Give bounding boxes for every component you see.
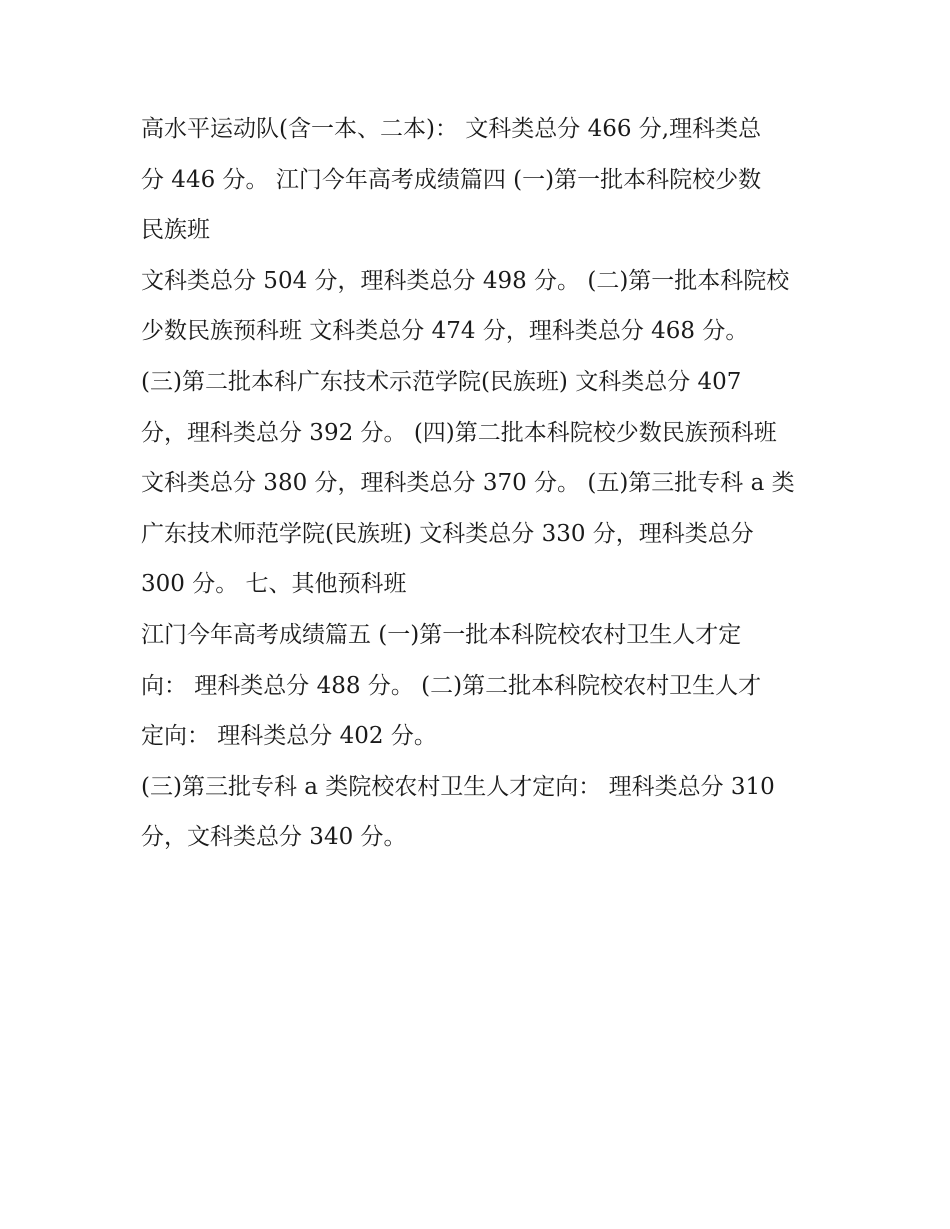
text-line: 分 446 分。 江门今年高考成绩篇四 (一)第一批本科院校少数	[141, 166, 762, 193]
body-text	[141, 108, 821, 867]
text-line: 300 分。 七、其他预科班	[141, 571, 407, 598]
text-line: 民族班	[141, 217, 210, 244]
text-line: 江门今年高考成绩篇五 (一)第一批本科院校农村卫生人才定	[141, 621, 742, 648]
text-line: 少数民族预科班 文科类总分 474 分，理科类总分 468 分。	[141, 318, 749, 345]
text-line: (三)第二批本科广东技术示范学院(民族班) 文科类总分 407	[141, 368, 742, 395]
text-line: 高水平运动队(含一本、二本)： 文科类总分 466 分,理科类总	[141, 116, 762, 142]
text-line: 分，文科类总分 340 分。	[141, 824, 407, 851]
text-line: 分，理科类总分 392 分。 (四)第二批本科院校少数民族预科班	[141, 419, 777, 446]
text-line: 广东技术师范学院(民族班) 文科类总分 330 分，理科类总分	[141, 520, 754, 547]
text-line: 定向： 理科类总分 402 分。	[141, 723, 437, 750]
text-line: 向： 理科类总分 488 分。 (二)第二批本科院校农村卫生人才	[141, 672, 762, 699]
text-line: (三)第三批专科 a 类院校农村卫生人才定向： 理科类总分 310	[141, 773, 775, 800]
text-line: 文科类总分 380 分，理科类总分 370 分。 (五)第三批专科 a 类	[141, 470, 795, 497]
text-line: 文科类总分 504 分，理科类总分 498 分。 (二)第一批本科院校	[141, 267, 790, 294]
